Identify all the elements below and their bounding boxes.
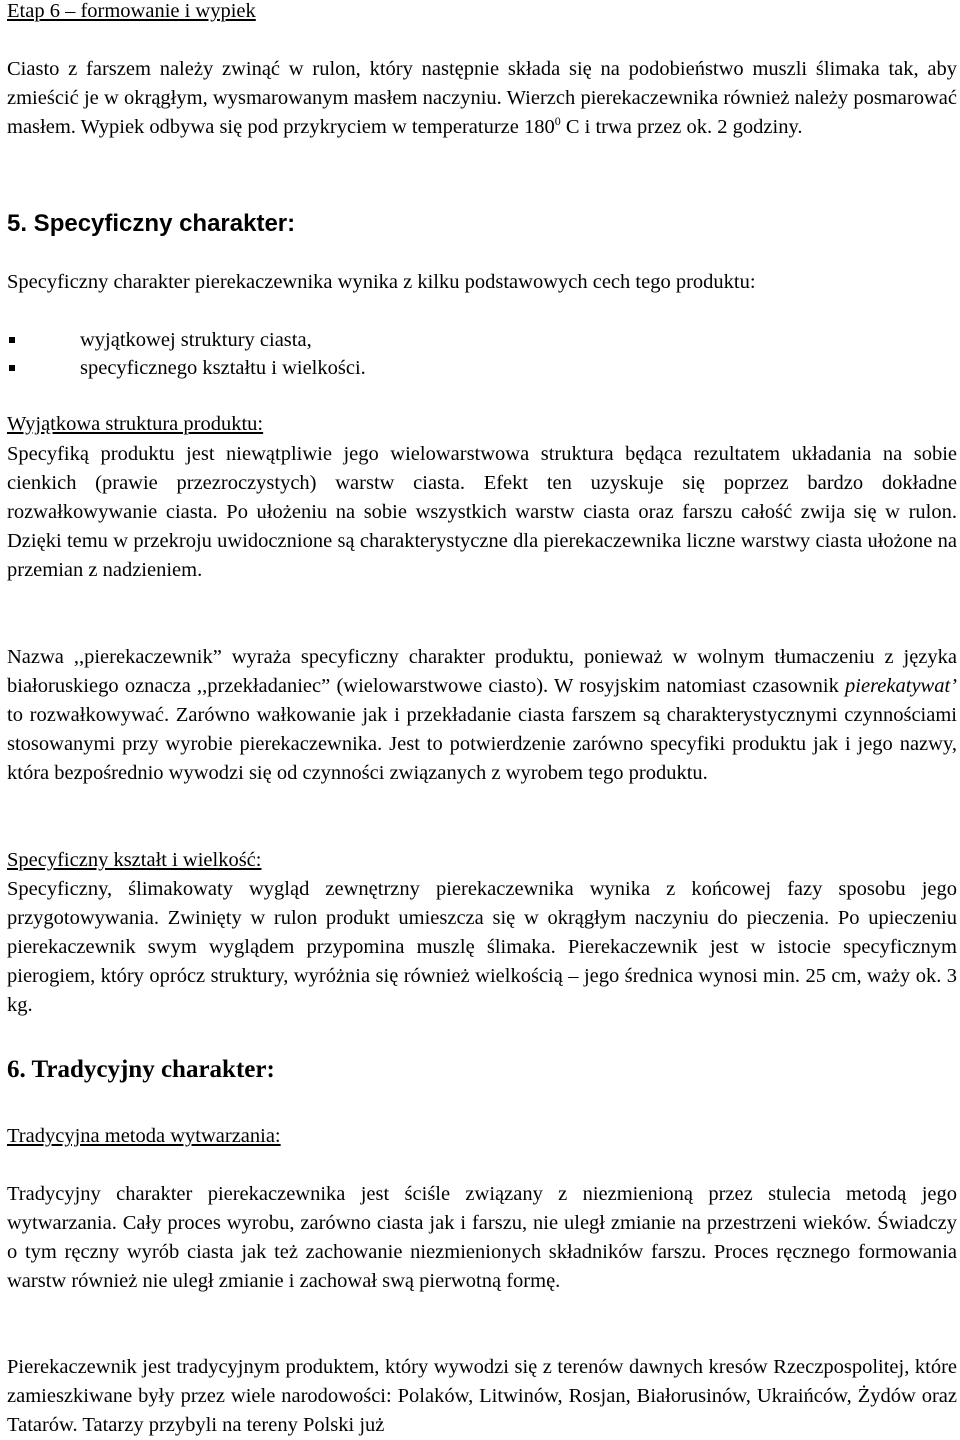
list-item: wyjątkowej struktury ciasta, xyxy=(7,326,957,354)
etap6-body-text: Ciasto z farszem należy zwinąć w rulon, który następnie składa się na podobieństwo muszli ślimaka tak, aby zmieścić je w okrągłym, wysmarowanym masłem naczyniu. Wierzch pierekaczewnika również należy posmarować masłem. Wypiek odbywa się pod przykryciem w temperaturze 180 xyxy=(7,58,957,138)
name-text-end: to rozwałkowywać. Zarówno wałkowanie jak i przekładanie ciasta farszem są charakterystycznymi czynnościami stosowanymi przy wyrobie pierekaczewnika. Jest to potwierdzenie zarówno specyfiki produktu jak i jego nazwy, która bezpośrednio wywodzi się od czynności związanych z wyrobem tego produktu. xyxy=(7,704,957,784)
shape-heading: Specyficzny kształt i wielkość: xyxy=(7,849,262,871)
method-heading: Tradycyjna metoda wytwarzania: xyxy=(7,1125,281,1147)
section6-title: 6. Tradycyjny charakter: xyxy=(7,1056,275,1083)
shape-body: Specyficzny, ślimakowaty wygląd zewnętrzny pierekaczewnika wynika z końcowej fazy sposobu jego przygotowywania. Zwinięty w rulon produkt umieszcza się w okrągłym naczyniu do pieczenia. Po upieczeniu pierekaczewnik swym wyglądem przypomina muszlę ślimaka. Pierekaczewnik jest w istocie specyficznym pierogiem, który oprócz struktury, wyróżnia się również wielkością – jego średnica wynosi min. 25 cm, waży ok. 3 kg. xyxy=(7,878,957,1016)
name-italic-term: pierekatywat’ xyxy=(845,675,957,697)
feature-list xyxy=(7,326,957,382)
section5-intro: Specyficzny charakter pierekaczewnika wynika z kilku podstawowych cech tego produktu: xyxy=(7,271,756,293)
section5-title: 5. Specyficzny charakter: xyxy=(7,210,296,237)
name-text: Nazwa ,,pierekaczewnik” wyraża specyficzny charakter produktu, ponieważ w wolnym tłumaczeniu z języka białoruskiego oznacza ,,przekładaniec” (wielowarstwowe ciasto). W rosyjskim natomiast czasownik xyxy=(7,646,957,697)
etap6-body xyxy=(7,55,957,142)
document-page xyxy=(7,0,957,1440)
history-body: Pierekaczewnik jest tradycyjnym produktem, który wywodzi się z terenów dawnych kresów Rzeczpospolitej, które zamieszkiwane były przez wiele narodowości: Polaków, Litwinów, Rosjan, Białorusinów, Ukraińców, Żydów oraz Tatarów. Tatarzy przybyli na tereny Polski już xyxy=(7,1356,957,1436)
list-item: specyficznego kształtu i wielkości. xyxy=(7,354,957,382)
structure-heading: Wyjątkowa struktura produktu: xyxy=(7,413,264,435)
etap6-heading: Etap 6 – formowanie i wypiek xyxy=(7,0,256,22)
degree-superscript: 0 xyxy=(554,114,561,128)
structure-body: Specyfiką produktu jest niewątpliwie jego wielowarstwowa struktura będąca rezultatem układania na sobie cienkich (prawie przezroczystych) warstw ciasta. Efekt ten uzyskuje się poprzez bardzo dokładne rozwałkowywanie ciasta. Po ułożeniu na sobie wszystkich warstw ciasta oraz farszu całość zwija się w rulon. Dzięki temu w przekroju uwidocznione są charakterystyczne dla pierekaczewnika liczne warstwy ciasta ułożone na przemian z nadzieniem. xyxy=(7,443,957,581)
name-paragraph xyxy=(7,643,957,788)
method-body: Tradycyjny charakter pierekaczewnika jest ściśle związany z niezmienioną przez stulecia metodą jego wytwarzania. Cały proces wyrobu, zarówno ciasta jak i farszu, nie uległ zmianie na przestrzeni wieków. Świadczy o tym ręczny wyrób ciasta jak też zachowanie niezmienionych składników farszu. Proces ręcznego formowania warstw również nie uległ zmianie i zachował swą pierwotną formę. xyxy=(7,1183,957,1292)
etap6-body-text-end: C i trwa przez ok. 2 godziny. xyxy=(560,116,803,138)
